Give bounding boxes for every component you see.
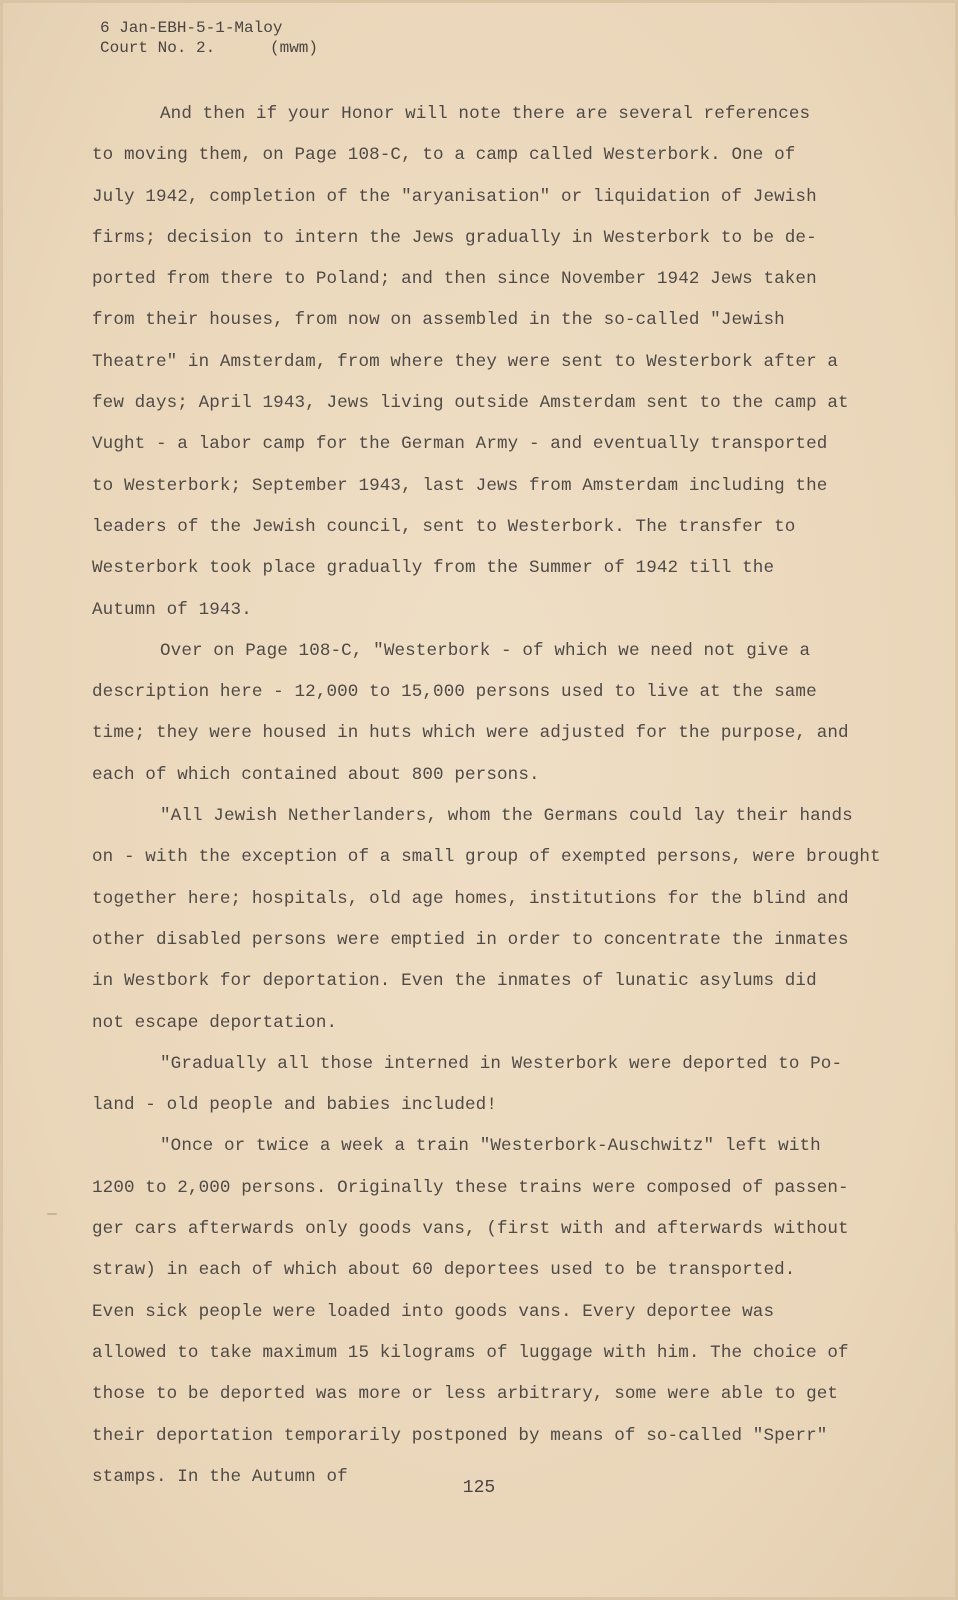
- text-line: Vught - a labor camp for the German Army - and eventually transported: [92, 434, 828, 455]
- text-line: from their houses, from now on assembled in the so-called "Jewish: [92, 310, 785, 331]
- text-line: description here - 12,000 to 15,000 persons used to live at the same: [92, 682, 817, 703]
- text-line: together here; hospitals, old age homes, institutions for the blind and: [92, 888, 849, 909]
- text-line: July 1942, completion of the "aryanisation" or liquidation of Jewish: [92, 186, 817, 207]
- text-line: other disabled persons were emptied in order to concentrate the inmates: [92, 929, 849, 950]
- text-line: Theatre" in Amsterdam, from where they were sent to Westerbork after a: [92, 351, 839, 372]
- text-line: time; they were housed in huts which were adjusted for the purpose, and: [92, 723, 849, 744]
- text-line: land - old people and babies included!: [92, 1095, 498, 1116]
- text-line: "Once or twice a week a train "Westerbork-Auschwitz" left with: [160, 1136, 821, 1157]
- text-line: And then if your Honor will note there are several references: [160, 104, 811, 124]
- text-line: to moving them, on Page 108-C, to a camp called Westerbork. One of: [92, 145, 796, 166]
- text-line: few days; April 1943, Jews living outside Amsterdam sent to the camp at: [92, 393, 849, 414]
- header-court: Court No. 2.: [100, 39, 216, 57]
- text-line: allowed to take maximum 15 kilograms of luggage with him. The choice of: [92, 1342, 849, 1363]
- document-header: [100, 18, 318, 58]
- text-line: in Westbork for deportation. Even the inmates of lunatic asylums did: [92, 971, 817, 992]
- text-line: Over on Page 108-C, "Westerbork - of which we need not give a: [160, 640, 811, 661]
- paper-mark: [47, 1213, 57, 1215]
- text-line: Autumn of 1943.: [92, 599, 252, 620]
- text-line: ported from there to Poland; and then since November 1942 Jews taken: [92, 269, 817, 290]
- text-line: "Gradually all those interned in Westerbork were deported to Po-: [160, 1053, 843, 1074]
- header-court-line: [100, 38, 318, 58]
- text-line: not escape deportation.: [92, 1012, 338, 1033]
- text-line: firms; decision to intern the Jews gradually in Westerbork to be de-: [92, 227, 817, 248]
- text-line: leaders of the Jewish council, sent to Westerbork. The transfer to: [92, 516, 796, 537]
- text-line: stamps. In the Autumn of: [92, 1466, 348, 1487]
- text-line: ger cars afterwards only goods vans, (first with and afterwards without: [92, 1219, 849, 1240]
- text-line: "All Jewish Netherlanders, whom the Germans could lay their hands: [160, 806, 853, 827]
- text-line: Westerbork took place gradually from the Summer of 1942 till the: [92, 558, 775, 579]
- text-line: each of which contained about 800 persons.: [92, 764, 540, 785]
- text-line: straw) in each of which about 60 deportees used to be transported.: [92, 1260, 796, 1281]
- header-initials: (mwm): [270, 39, 319, 57]
- text-line: on - with the exception of a small group of exempted persons, were brought: [92, 847, 881, 868]
- text-line: 1200 to 2,000 persons. Originally these trains were composed of passen-: [92, 1177, 849, 1198]
- text-line: Even sick people were loaded into goods vans. Every deportee was: [92, 1301, 775, 1322]
- transcript-body: [92, 94, 881, 1498]
- text-line: to Westerbork; September 1943, last Jews from Amsterdam including the: [92, 475, 828, 496]
- text-line: those to be deported was more or less arbitrary, some were able to get: [92, 1384, 839, 1405]
- page-number: 125: [462, 1478, 496, 1498]
- text-line: their deportation temporarily postponed by means of so-called "Sperr": [92, 1425, 828, 1446]
- header-reference: 6 Jan-EBH-5-1-Maloy: [100, 19, 283, 37]
